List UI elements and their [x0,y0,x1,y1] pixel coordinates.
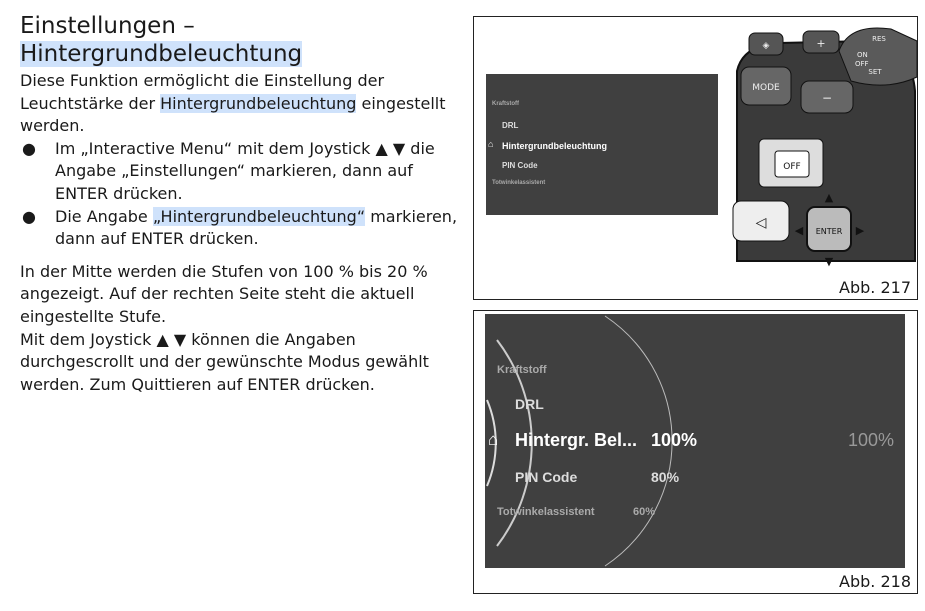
instruction-text: Die Angabe [55,206,153,226]
instruction-text-end: markieren, dann auf ENTER drücken. [55,206,458,249]
bullet-icon: ● [22,138,36,158]
home-icon: ⌂ [488,139,494,149]
off-switch-label: OFF [783,162,801,172]
instruction-list [20,138,465,251]
arrow-right-icon: ▶ [855,224,865,237]
body-text [20,70,465,396]
arrow-down-icon: ▼ [824,255,834,267]
menu-item: Totwinkelassistent [492,180,546,186]
set-label: SET [868,68,882,76]
instruction-item [20,206,465,251]
handlebar-switch [719,21,919,267]
title-line-2: Hintergrundbeleuchtung [20,41,303,67]
menu-item: Kraftstoff [497,364,547,376]
res-label: RES [872,35,886,43]
level-option-selected: 100% [651,430,698,450]
menu-item-selected: Hintergrundbeleuchtung [502,141,607,151]
title-line-1: Einstellungen – [20,13,195,39]
fig218-display [485,314,905,568]
instruction-highlight: „Hintergrundbeleuchtung“ [152,206,366,226]
current-level: 100% [848,430,895,450]
power-icon: ◈ [762,41,770,51]
menu-item: DRL [515,396,544,412]
fig217-display [486,74,718,215]
home-icon: ⌂ [488,430,499,449]
mode-label: MODE [752,83,780,93]
menu-item: DRL [502,121,519,130]
bullet-icon: ● [22,206,36,226]
plus-label: + [816,37,826,50]
figure-217 [473,16,918,300]
joystick-paragraph: Mit dem Joystick ▲ ▼ können die Angaben durchgescrollt und der gewünschte Modus gewählt werden. Zum Quittieren auf ENTER drücken. [20,329,429,394]
figure-caption: Abb. 217 [839,278,911,297]
menu-item: PIN Code [502,161,538,170]
figure-218 [473,310,918,594]
horn-icon: ◁ [755,215,767,231]
levels-paragraph: In der Mitte werden die Stufen von 100 % bis 20 % angezeigt. Auf der rechten Seite steht die aktuell eingestellte Stufe. [20,261,428,326]
instruction-item [20,138,465,206]
instruction-text: Im „Interactive Menu“ mit dem Joystick ▲ ▼ die Angabe „Einstellungen“ markieren, dann auf ENTER drücken. [55,138,435,203]
section-title [20,12,302,68]
on-label: ON [857,51,868,59]
intro-highlight: Hintergrundbeleuchtung [160,93,357,113]
level-option: 80% [651,469,680,485]
intro-text-end: eingestellt werden. [20,93,446,136]
arrow-left-icon: ◀ [794,224,804,237]
intro-paragraph [20,70,465,138]
menu-item-selected: Hintergr. Bel... [515,430,638,450]
menu-item: Totwinkelassistent [497,506,595,518]
menu-item: Kraftstoff [492,101,519,107]
menu-item: PIN Code [515,469,578,485]
off-label: OFF [855,60,869,68]
enter-label: ENTER [815,227,843,236]
level-option: 60% [633,506,656,518]
minus-label: − [821,91,833,105]
figure-caption: Abb. 218 [839,572,911,591]
intro-text: Diese Funktion ermöglicht die Einstellung der Leuchtstärke der [20,71,385,113]
arrow-up-icon: ▲ [824,191,834,204]
